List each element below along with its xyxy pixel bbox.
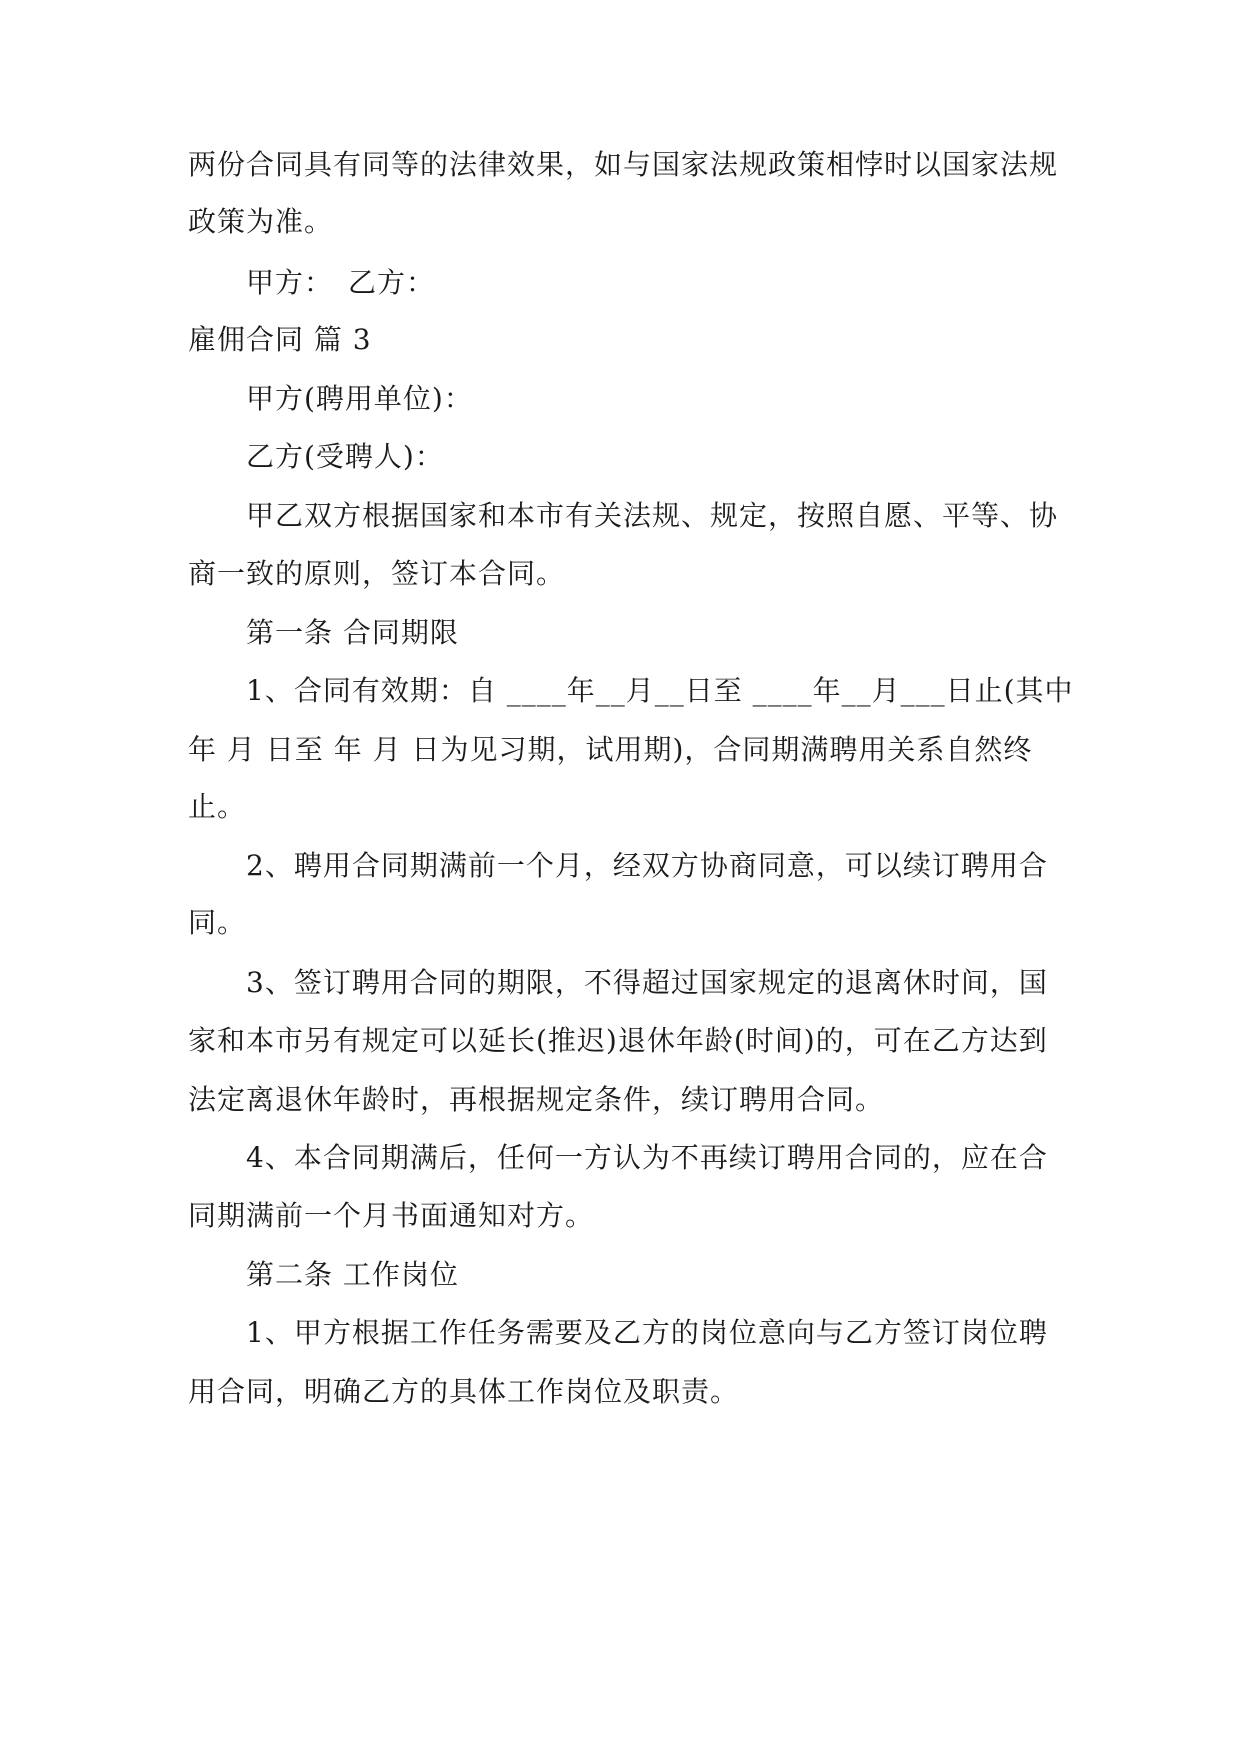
paragraph-line: 法定离退休年龄时，再根据规定条件，续订聘用合同。 [188,1083,885,1116]
paragraph-line: 2、聘用合同期满前一个月，经双方协商同意，可以续订聘用合 [246,849,1048,882]
paragraph-line: 1、合同有效期：自 ____年__月__日至 ____年__月___日止(其中 [246,674,1074,707]
paragraph-line: 1、甲方根据工作任务需要及乙方的岗位意向与乙方签订岗位聘 [246,1316,1048,1349]
paragraph-line: 用合同，明确乙方的具体工作岗位及职责。 [188,1375,740,1408]
paragraph-line: 同期满前一个月书面通知对方。 [188,1199,595,1232]
article-heading: 第一条 合同期限 [246,616,459,649]
party-b-line: 乙方(受聘人)： [246,440,444,473]
paragraph-line: 4、本合同期满后，任何一方认为不再续订聘用合同的，应在合 [246,1141,1048,1174]
paragraph-line: 两份合同具有同等的法律效果，如与国家法规政策相悖时以国家法规 [188,148,1059,181]
paragraph-line: 年 月 日至 年 月 日为见习期，试用期)，合同期满聘用关系自然终 [188,733,1033,766]
section-title: 雇佣合同 篇 3 [188,323,372,356]
paragraph-line: 3、签订聘用合同的期限，不得超过国家规定的退离休时间，国 [246,966,1048,999]
paragraph-line: 同。 [188,906,247,939]
paragraph-line: 止。 [188,790,247,823]
paragraph-line: 商一致的原则，签订本合同。 [188,557,566,590]
paragraph-line: 政策为准。 [188,205,334,238]
paragraph-line: 家和本市另有规定可以延长(推迟)退休年龄(时间)的，可在乙方达到 [188,1024,1048,1057]
signature-line: 甲方： 乙方： [246,266,436,299]
party-a-line: 甲方(聘用单位)： [246,382,473,415]
paragraph-line: 甲乙双方根据国家和本市有关法规、规定，按照自愿、平等、协 [246,499,1059,532]
article-heading: 第二条 工作岗位 [246,1258,459,1291]
